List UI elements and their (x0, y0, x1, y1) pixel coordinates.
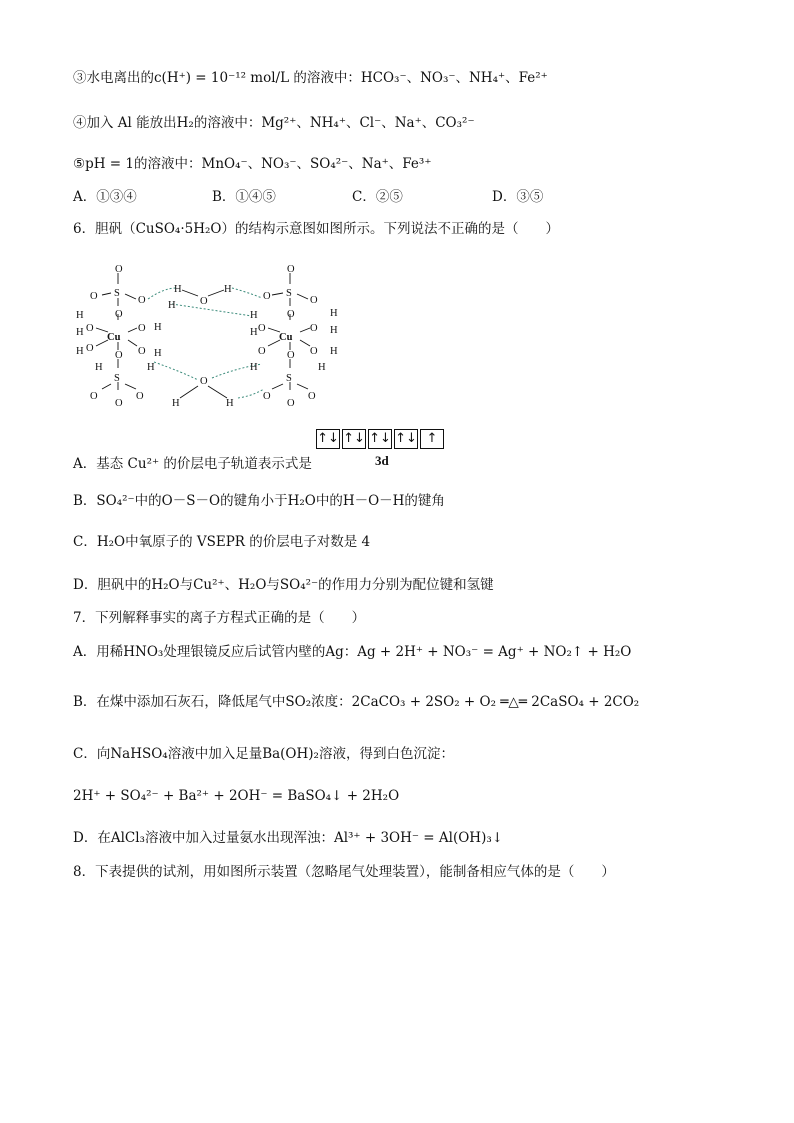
svg-text:H: H (154, 322, 162, 333)
svg-text:O: O (287, 350, 295, 361)
svg-text:O: O (287, 264, 295, 275)
svg-text:S: S (286, 373, 292, 384)
q5-option-b: B．①④⑤ (212, 189, 276, 205)
svg-text:H: H (318, 362, 326, 373)
q6-option-b: B．SO₄²⁻中的O－S－O的键角小于H₂O中的H－O－H的键角 (73, 493, 445, 509)
q5-option-d: D．③⑤ (492, 189, 544, 205)
svg-text:O: O (86, 323, 94, 334)
svg-text:O: O (287, 398, 295, 408)
svg-text:O: O (138, 346, 146, 357)
condition-5: ⑤pH = 1的溶液中：MnO₄⁻、NO₃⁻、SO₄²⁻、Na⁺、Fe³⁺ (73, 156, 432, 172)
svg-text:O: O (200, 376, 208, 387)
svg-text:O: O (90, 291, 98, 302)
svg-text:O: O (258, 346, 266, 357)
q8-stem: 8．下表提供的试剂，用如图所示装置（忽略尾气处理装置），能制备相应气体的是（ ） (73, 864, 615, 880)
svg-text:O: O (115, 309, 123, 320)
svg-text:O: O (86, 343, 94, 354)
svg-text:H: H (330, 308, 338, 319)
condition-3: ③水电离出的c(H⁺) = 10⁻¹² mol/L 的溶液中：HCO₃⁻、NO₃⁻、NH₄⁺、Fe²⁺ (73, 70, 548, 86)
svg-text:O: O (258, 323, 266, 334)
svg-text:H: H (226, 398, 234, 408)
svg-text:O: O (310, 295, 318, 306)
q6-option-d: D．胆矾中的H₂O与Cu²⁺、H₂O与SO₄²⁻的作用力分别为配位键和氢键 (73, 577, 494, 593)
svg-text:H: H (154, 348, 162, 359)
q6-stem: 6．胆矾（CuSO₄·5H₂O）的结构示意图如图所示。下列说法不正确的是（ ） (73, 221, 559, 237)
atom-labels (76, 264, 338, 408)
orbital-cell: ↑↓ (368, 429, 392, 449)
orbital-cell: ↑↓ (342, 429, 366, 449)
svg-text:O: O (138, 295, 146, 306)
orbital-cell: ↑↓ (394, 429, 418, 449)
svg-text:H: H (147, 362, 155, 373)
svg-text:O: O (263, 291, 271, 302)
svg-text:O: O (138, 323, 146, 334)
q7-stem: 7．下列解释事实的离子方程式正确的是（ ） (73, 610, 366, 626)
svg-text:H: H (168, 300, 176, 311)
svg-text:O: O (287, 309, 295, 320)
svg-text:H: H (76, 346, 84, 357)
orbital-label: 3d (375, 453, 389, 468)
svg-text:O: O (263, 391, 271, 402)
orbital-cell: ↑ (420, 429, 444, 449)
q6-option-c: C．H₂O中氧原子的 VSEPR 的价层电子对数是 4 (73, 534, 371, 550)
svg-text:Cu: Cu (279, 332, 293, 343)
svg-text:O: O (310, 346, 318, 357)
svg-text:H: H (172, 398, 180, 408)
svg-text:O: O (90, 391, 98, 402)
svg-text:O: O (115, 350, 123, 361)
svg-text:O: O (200, 296, 208, 307)
svg-text:O: O (308, 391, 316, 402)
svg-text:O: O (115, 398, 123, 408)
q6-option-a: A．基态 Cu²⁺ 的价层电子轨道表示式是 (73, 456, 312, 472)
svg-text:H: H (250, 310, 258, 321)
svg-text:O: O (136, 391, 144, 402)
svg-text:H: H (95, 362, 103, 373)
svg-text:S: S (114, 288, 120, 299)
svg-text:O: O (310, 323, 318, 334)
svg-text:O: O (115, 264, 123, 275)
q7-option-d: D．在AlCl₃溶液中加入过量氨水出现浑浊：Al³⁺ + 3OH⁻ = Al(OH)₃↓ (73, 830, 504, 846)
svg-text:H: H (250, 327, 258, 338)
svg-text:H: H (330, 346, 338, 357)
q7-option-c-equation: 2H⁺ + SO₄²⁻ + Ba²⁺ + 2OH⁻ = BaSO₄↓ + 2H₂O (73, 788, 400, 804)
chalcanthite-structure-diagram (72, 258, 362, 408)
svg-text:H: H (224, 284, 232, 295)
q7-option-b: B．在煤中添加石灰石，降低尾气中SO₂浓度：2CaCO₃ + 2SO₂ + O₂ ═△═ 2CaSO₄ + 2CO₂ (73, 694, 640, 710)
condition-4: ④加入 Al 能放出H₂的溶液中：Mg²⁺、NH₄⁺、Cl⁻、Na⁺、CO₃²⁻ (73, 115, 475, 131)
orbital-cell: ↑↓ (316, 429, 340, 449)
q7-option-a: A．用稀HNO₃处理银镜反应后试管内壁的Ag：Ag + 2H⁺ + NO₃⁻ = Ag⁺ + NO₂↑ + H₂O (73, 644, 632, 660)
q7-option-c: C．向NaHSO₄溶液中加入足量Ba(OH)₂溶液，得到白色沉淀： (73, 746, 454, 762)
svg-text:S: S (114, 373, 120, 384)
svg-text:H: H (76, 310, 84, 321)
svg-text:Cu: Cu (107, 332, 121, 343)
svg-text:H: H (330, 325, 338, 336)
svg-text:H: H (76, 327, 84, 338)
svg-text:H: H (174, 284, 182, 295)
svg-text:H: H (250, 362, 258, 373)
q5-option-c: C．②⑤ (352, 189, 403, 205)
q5-option-a: A．①③④ (73, 189, 137, 205)
svg-text:S: S (286, 288, 292, 299)
